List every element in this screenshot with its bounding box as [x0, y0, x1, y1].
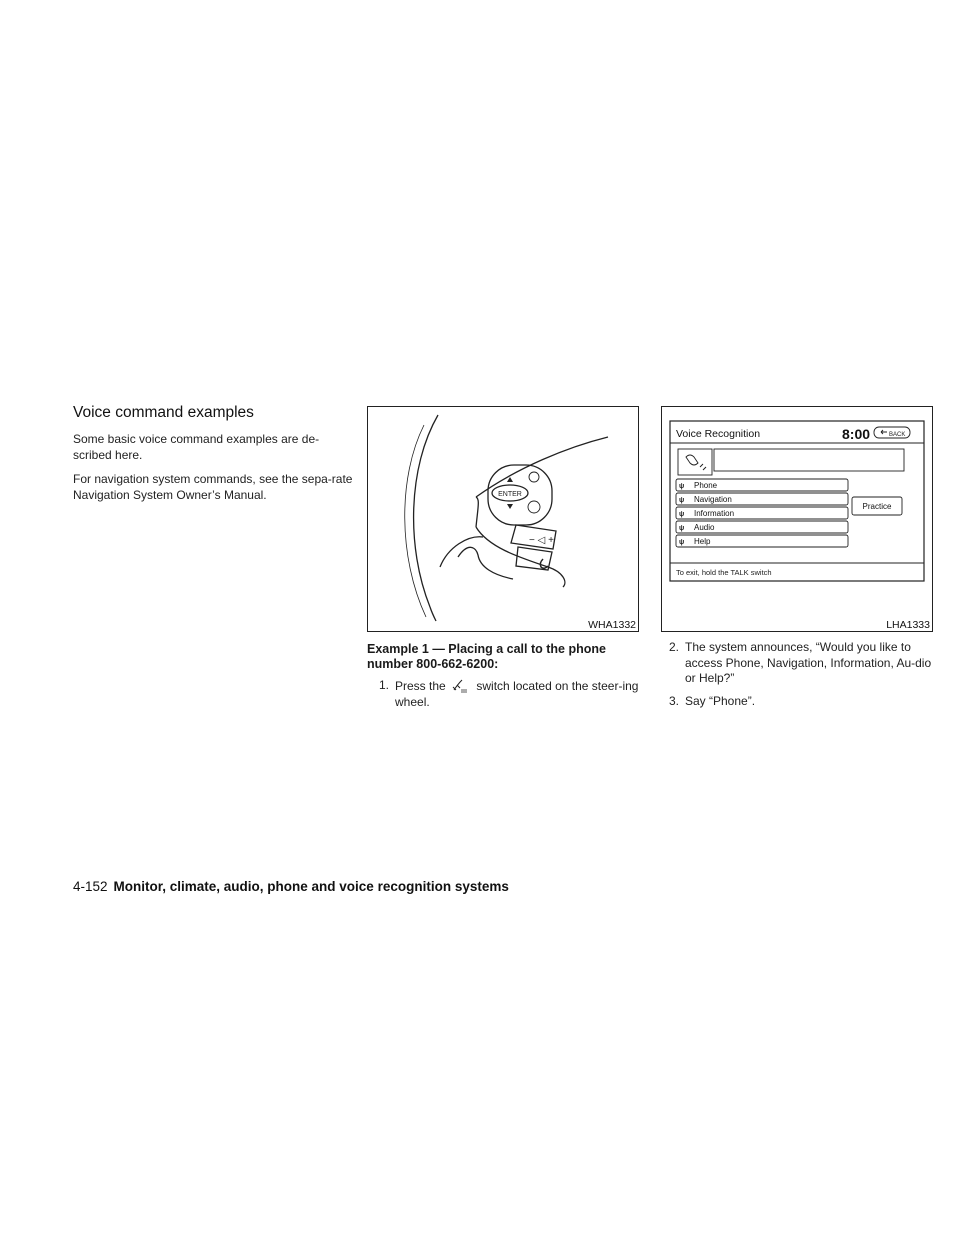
- page-footer: [73, 879, 509, 894]
- example-heading: Example 1 — Placing a call to the phone number 800-662-6200:: [367, 642, 606, 671]
- menu-item-audio[interactable]: [676, 521, 848, 533]
- menu-item-information[interactable]: [676, 507, 848, 519]
- svg-text:Help: Help: [694, 537, 711, 546]
- talk-switch-icon: [449, 678, 473, 694]
- step-number: 1.: [379, 678, 390, 692]
- menu-item-help[interactable]: [676, 535, 848, 547]
- intro-paragraph: Some basic voice command examples are de-scribed here.: [73, 432, 320, 462]
- back-label: BACK: [889, 432, 906, 438]
- voice-indicator: [678, 449, 712, 475]
- back-button[interactable]: [874, 427, 910, 438]
- example-column: [367, 406, 639, 717]
- menu-list: [676, 479, 848, 547]
- recognition-text-box: [714, 449, 904, 471]
- voice-recognition-figure: [661, 406, 933, 632]
- svg-text:Audio: Audio: [694, 523, 715, 532]
- voice-recognition-screen: [662, 407, 932, 631]
- step-number: 2.: [669, 640, 680, 654]
- step-number: 3.: [669, 693, 680, 708]
- steering-wheel-figure: [367, 406, 639, 632]
- svg-text:Navigation: Navigation: [694, 495, 732, 504]
- navigation-note-paragraph: For navigation system commands, see the sepa-rate Navigation System Owner’s Manual.: [73, 472, 353, 502]
- voice-item-icon: ψ: [679, 525, 685, 532]
- chapter-title: Monitor, climate, audio, phone and voice recognition systems: [113, 879, 509, 894]
- voice-item-icon: ψ: [679, 497, 685, 504]
- step-2-text: The system announces, “Would you like to access Phone, Navigation, Information, Au-dio or Help?”: [685, 640, 932, 685]
- step-3-text: Say “Phone”.: [685, 693, 756, 708]
- step-2: [661, 640, 933, 687]
- practice-button[interactable]: [852, 497, 902, 515]
- menu-item-phone[interactable]: [676, 479, 848, 491]
- step-1-text-pre: Press the: [395, 679, 446, 693]
- screen-title: Voice Recognition: [676, 428, 761, 440]
- screen-column: [661, 406, 933, 716]
- figure-caption: WHA1332: [588, 619, 636, 631]
- step-1: [367, 678, 639, 710]
- steering-wheel-illustration: [368, 407, 638, 631]
- volume-plus-icon: − ◁ +: [529, 535, 554, 546]
- svg-text:Phone: Phone: [694, 481, 718, 490]
- figure-caption: LHA1333: [886, 619, 930, 631]
- svg-text:Practice: Practice: [862, 502, 892, 511]
- step-3: [661, 694, 933, 710]
- exit-hint: To exit, hold the TALK switch: [676, 568, 772, 577]
- menu-item-navigation[interactable]: [676, 493, 848, 505]
- voice-item-icon: ψ: [679, 483, 685, 490]
- section-title: Voice command examples: [73, 404, 254, 421]
- step-1-text-post: switch located on the steer-ing wheel.: [395, 679, 639, 709]
- svg-text:Information: Information: [694, 509, 735, 518]
- enter-button-label: ENTER: [498, 491, 522, 498]
- clock: 8:00: [842, 426, 871, 442]
- page-number: 4-152: [73, 879, 108, 894]
- voice-item-icon: ψ: [679, 511, 685, 518]
- intro-column: [73, 404, 355, 512]
- voice-item-icon: ψ: [679, 539, 685, 546]
